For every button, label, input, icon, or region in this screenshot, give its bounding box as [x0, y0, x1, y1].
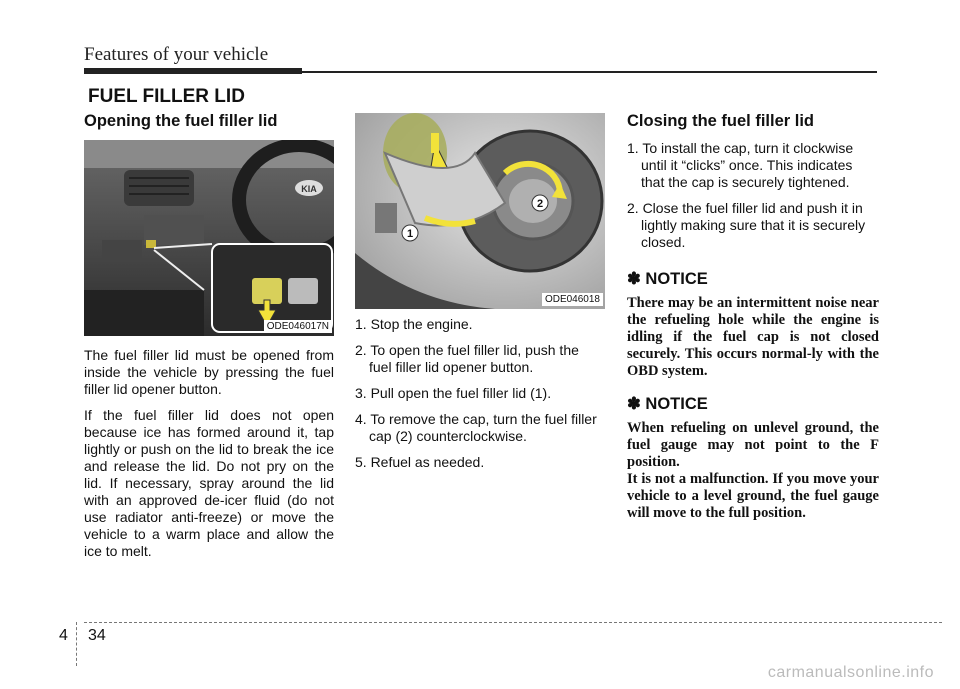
notice-star-icon: ✽: [627, 395, 641, 413]
notice-text: It is not a malfunction. If you move your vehicle to a level ground, the fuel gauge will move to the full position.: [627, 471, 879, 521]
notice-label: NOTICE: [645, 395, 708, 413]
left-image-caption: ODE046017N: [264, 320, 332, 333]
notice-box-1: [627, 269, 879, 380]
watermark: carmanualsonline.info: [767, 664, 934, 681]
list-item: 4. To remove the cap, turn the fuel filler cap (2) counterclockwise.: [355, 411, 597, 444]
page-number: 34: [88, 627, 106, 644]
notice-label: NOTICE: [645, 270, 708, 288]
right-heading: Closing the fuel filler lid: [627, 112, 815, 130]
footer-divider: [76, 622, 77, 666]
right-column: [627, 112, 879, 522]
notice-box-2: [627, 394, 879, 522]
filler-figure: [355, 113, 605, 309]
left-text: [84, 347, 334, 569]
list-item: 2. Close the fuel filler lid and push it in lightly making sure that it is securely closed.: [627, 200, 866, 250]
notice-heading: [627, 269, 879, 289]
header-bar: [84, 68, 302, 74]
notice-heading: [627, 394, 879, 414]
left-column: [84, 112, 334, 131]
dashboard-figure: [84, 140, 334, 336]
callout-1: 1: [406, 228, 414, 240]
list-item: 5. Refuel as needed.: [355, 454, 485, 470]
footer-rule: [84, 622, 942, 623]
paragraph: If the fuel filler lid does not open because ice has formed around it, tap lightly or push on the lid to break the ice and release the lid. Do not pry on the lid. If necessary, spray around the lid with an approved de-icer fluid (do not use radiator anti-freeze) or move the vehicle to a warm place and allow the ice to melt.: [84, 407, 334, 559]
callout-2: 2: [536, 198, 544, 210]
notice-text: There may be an intermittent noise near the refueling hole while the engine is idling if the fuel cap is not closed securely. This occurs normal-ly with the OBD system.: [627, 295, 879, 379]
middle-steps: [355, 316, 605, 480]
steering-logo: KIA: [301, 184, 317, 194]
list-item: 2. To open the fuel filler lid, push the fuel filler lid opener button.: [355, 342, 579, 375]
list-item: 3. Pull open the fuel filler lid (1).: [355, 385, 552, 401]
list-item: 1. To install the cap, turn it clockwise until it “clicks” once. This indicates that the cap is securely tightened.: [627, 140, 854, 190]
notice-text: When refueling on unlevel ground, the fuel gauge may not point to the F position.: [627, 420, 879, 470]
dashboard-illustration: [84, 140, 334, 336]
header-rule: [302, 71, 877, 73]
fuel-cap-illustration: [355, 113, 605, 309]
middle-image-caption: ODE046018: [542, 293, 603, 306]
section-title: FUEL FILLER LID: [88, 86, 245, 107]
paragraph: The fuel filler lid must be opened from inside the vehicle by pressing the fuel filler lid opener button.: [84, 347, 334, 397]
list-item: 1. Stop the engine.: [355, 316, 473, 332]
chapter-number: 4: [59, 627, 68, 644]
notice-star-icon: ✽: [627, 270, 641, 288]
left-heading: Opening the fuel filler lid: [84, 112, 278, 130]
running-header: Features of your vehicle: [84, 44, 269, 65]
